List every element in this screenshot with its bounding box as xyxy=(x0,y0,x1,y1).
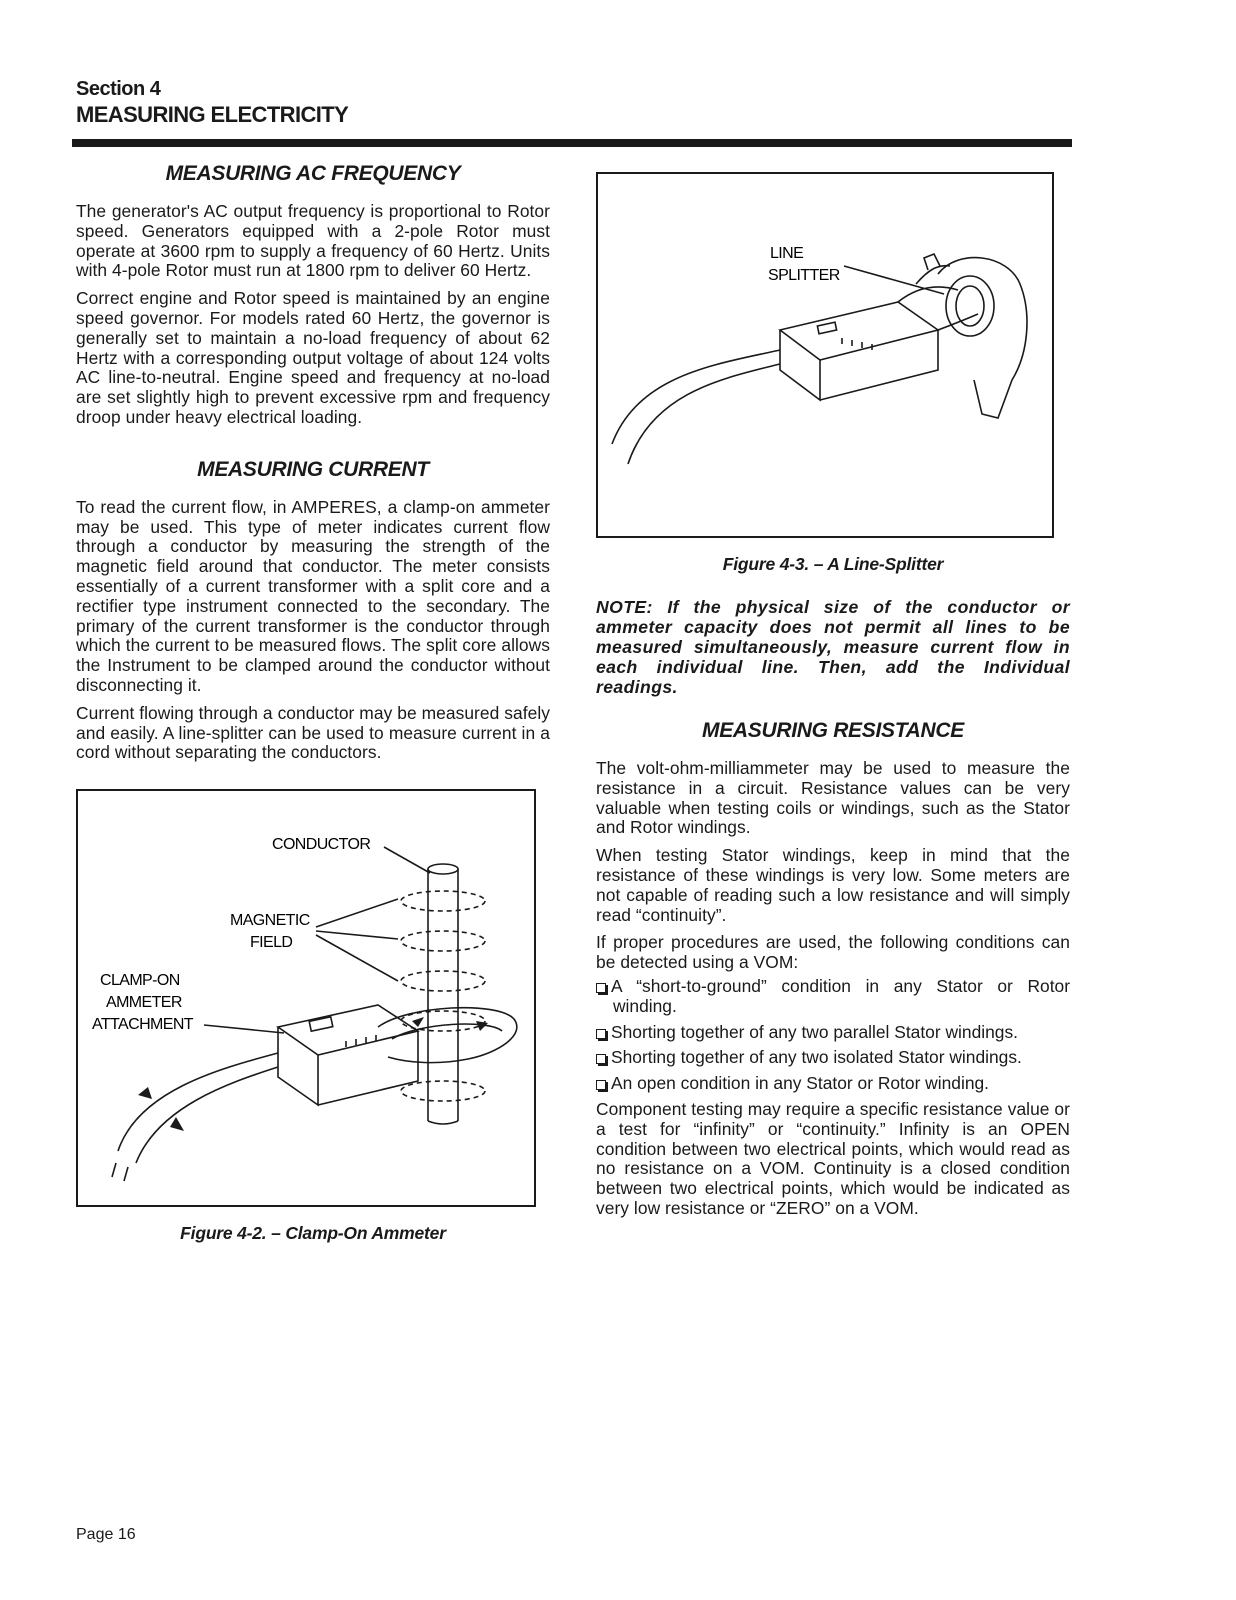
figure-line-splitter xyxy=(596,172,1054,538)
checkbox-icon xyxy=(596,983,606,993)
figure-clamp-on-ammeter xyxy=(76,789,536,1207)
heading-current: MEASURING CURRENT xyxy=(197,457,429,481)
right-column xyxy=(596,172,1070,1227)
list-item: An open condition in any Stator or Rotor winding. xyxy=(596,1074,1070,1094)
left-column xyxy=(76,162,550,1244)
label-conductor: CONDUCTOR xyxy=(272,836,371,854)
label-clamp-on: CLAMP-ON xyxy=(100,972,180,990)
frequency-paragraph-2: Correct engine and Rotor speed is maintained by an engine speed governor. For models rated 60 Hertz, the governor is generally set to maintain a no-load frequency of about 62 Hertz with a corresponding output voltage of about 124 volts AC line-to-neutral. Engine speed and frequency at no-load are set slightly high to prevent excessive rpm and frequency droop under heavy electrical loading. xyxy=(76,288,550,427)
label-splitter: SPLITTER xyxy=(768,267,840,284)
label-attachment: ATTACHMENT xyxy=(92,1016,193,1034)
label-field: FIELD xyxy=(250,934,293,952)
condition-list xyxy=(596,977,1070,1094)
page-header xyxy=(76,76,348,128)
resistance-paragraph-4: Component testing may require a specific resistance value or a test for “infinity” or “continuity.” Infinity is an OPEN condition between two electrical points, which would read as no resistance on a VOM. Continuity is a closed condition between two electrical points, which would be indicated as very low resistance or “ZERO” on a VOM. xyxy=(596,1098,1070,1218)
checkbox-icon xyxy=(596,1054,606,1064)
list-item: Shorting together of any two isolated Stator windings. xyxy=(596,1048,1070,1068)
line-splitter-illustration xyxy=(598,174,1052,536)
section-title: MEASURING ELECTRICITY xyxy=(76,102,349,127)
heading-resistance: MEASURING RESISTANCE xyxy=(702,719,964,742)
frequency-paragraph-1: The generator's AC output frequency is proportional to Rotor speed. Generators equipped with a 2-pole Rotor must operate at 3600 rpm to supply a frequency of 60 Hertz. Units with 4-pole Rotor must run at 1800 rpm to deliver 60 Hertz. xyxy=(76,201,550,281)
list-item: Shorting together of any two parallel Stator windings. xyxy=(596,1023,1070,1043)
label-ammeter: AMMETER xyxy=(106,994,182,1012)
note-paragraph: NOTE: If the physical size of the conductor or ammeter capacity does not permit all lines to be measured simultaneously, measure current flow in each individual line. Then, add the Individual readings. xyxy=(596,597,1070,697)
label-magnetic: MAGNETIC xyxy=(230,912,310,930)
checkbox-icon xyxy=(596,1080,606,1090)
checkbox-icon xyxy=(596,1029,606,1039)
resistance-paragraph-2: When testing Stator windings, keep in mind that the resistance of these windings is very low. Some meters are not capable of reading such a low resistance and will simply read “continuity”. xyxy=(596,845,1070,925)
label-line: LINE xyxy=(770,245,804,262)
page-number: Page 16 xyxy=(76,1526,136,1543)
resistance-paragraph-1: The volt-ohm-milliammeter may be used to measure the resistance in a circuit. Resistance values can be very valuable when testing coils or windings, such as the Stator and Rotor windings. xyxy=(596,758,1070,838)
section-number: Section 4 xyxy=(76,78,161,100)
resistance-paragraph-3: If proper procedures are used, the following conditions can be detected using a VOM: xyxy=(596,932,1070,973)
clamp-on-ammeter-illustration xyxy=(78,791,534,1205)
header-rule xyxy=(72,139,1072,147)
current-paragraph-1: To read the current flow, in AMPERES, a clamp-on ammeter may be used. This type of meter indicates current flow through a conductor by measuring the strength of the magnetic field around that conductor. The meter consists essentially of a current transformer with a split core and a rectifier type instrument connected to the secondary. The primary of the current transformer is the conductor through which the current to be measured flows. The split core allows the Instrument to be clamped around the conductor without disconnecting it. xyxy=(76,496,550,695)
current-paragraph-2: Current flowing through a conductor may be measured safely and easily. A line-splitter can be used to measure current in a cord without separating the conductors. xyxy=(76,702,550,763)
list-item: A “short-to-ground” condition in any Stator or Rotor winding. xyxy=(596,977,1070,1017)
figure-4-2-caption: Figure 4-2. – Clamp-On Ammeter xyxy=(180,1223,446,1244)
figure-4-3-caption: Figure 4-3. – A Line-Splitter xyxy=(722,554,944,574)
heading-ac-frequency: MEASURING AC FREQUENCY xyxy=(165,162,461,185)
